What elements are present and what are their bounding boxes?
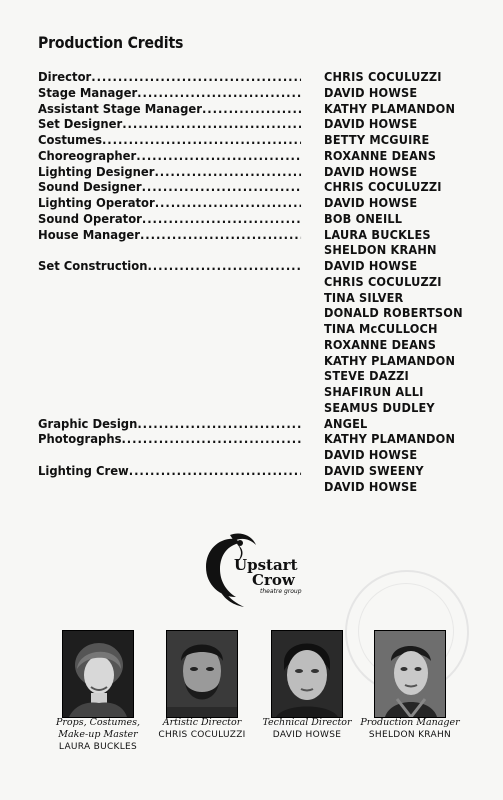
credit-name: DAVID HOWSE (324, 116, 418, 132)
staff-caption (46, 717, 150, 753)
dot-leader (121, 431, 301, 447)
portrait-photo (63, 631, 133, 717)
credit-row (38, 274, 468, 290)
credit-role (38, 258, 301, 274)
credit-name: ROXANNE DEANS (324, 336, 437, 352)
credit-row (38, 321, 468, 337)
credit-name: LAURA BUCKLES (324, 226, 431, 242)
credit-role-label: Director (38, 69, 92, 84)
credit-role (38, 132, 301, 148)
credit-name: BOB ONEILL (324, 210, 403, 226)
dot-leader (91, 69, 301, 85)
credit-row (38, 416, 468, 432)
credit-name: KATHY PLAMANDON (324, 352, 456, 368)
logo-tagline: theatre group (260, 588, 302, 595)
logo-word-1: Upstart (234, 556, 298, 574)
credit-role-label: Assistant Stage Manager (38, 100, 202, 116)
credit-row (38, 431, 468, 447)
credit-role (38, 431, 301, 447)
credit-name: SEAMUS DUDLEY (324, 399, 435, 415)
credit-role-label: Graphic Design (38, 415, 138, 431)
credit-row (38, 227, 468, 243)
credit-role (38, 195, 301, 211)
credit-name: DAVID HOWSE (324, 258, 418, 273)
credit-role-label: Photographs (38, 431, 122, 447)
staff-photo-chris-coculuzzi (166, 630, 238, 718)
credit-row (38, 290, 468, 306)
staff-photo-laura-buckles (62, 630, 134, 718)
dot-leader (102, 132, 301, 148)
credit-name: TINA McCULLOCH (324, 321, 438, 336)
credit-name: SHELDON KRAHN (324, 242, 437, 258)
staff-title-line: Production Manager (360, 717, 460, 728)
credit-name: SHAFIRUN ALLI (324, 384, 424, 399)
dot-leader (122, 116, 301, 132)
portrait-photo (167, 631, 237, 717)
credit-row (38, 258, 468, 274)
credit-role-label: Lighting Designer (38, 163, 155, 179)
credit-name: CHRIS COCULUZZI (324, 69, 442, 84)
credit-role-label: Costumes (38, 132, 102, 147)
credit-role-label: Sound Operator (38, 210, 142, 226)
credit-role (38, 416, 301, 432)
staff-title-line: Artistic Director (162, 717, 242, 728)
page-title: Production Credits (38, 33, 184, 52)
credit-role-label: Set Construction (38, 258, 148, 273)
credit-row (38, 69, 468, 85)
staff-name: LAURA BUCKLES (58, 742, 138, 752)
credit-row (38, 132, 468, 148)
staff-name: SHELDON KRAHN (368, 730, 452, 740)
staff-name: DAVID HOWSE (272, 730, 342, 740)
dot-leader (137, 416, 301, 432)
credit-row (38, 368, 468, 384)
staff-photo-sheldon-krahn (374, 630, 446, 718)
credit-role (38, 116, 301, 132)
credit-role (38, 85, 301, 101)
credit-role-label: House Manager (38, 226, 140, 242)
credit-name: DAVID SWEENY (324, 462, 424, 478)
logo-wordmark (230, 558, 302, 595)
credit-name: STEVE DAZZI (324, 368, 409, 384)
credit-row (38, 195, 468, 211)
credit-name: DONALD ROBERTSON (324, 305, 463, 321)
credit-name: CHRIS COCULUZZI (324, 179, 442, 195)
credit-row (38, 447, 468, 463)
credit-name: CHRIS COCULUZZI (324, 273, 442, 289)
credit-row (38, 164, 468, 180)
credit-row (38, 384, 468, 400)
credits-list (38, 69, 468, 494)
credit-name: TINA SILVER (324, 289, 404, 305)
staff-title-line: Make-up Master (58, 729, 138, 740)
staff-title-line: Technical Director (262, 717, 352, 728)
dot-leader (129, 463, 301, 479)
credit-name: DAVID HOWSE (324, 163, 418, 179)
staff-title-line: Props, Costumes, (56, 717, 140, 728)
dot-leader (142, 179, 302, 195)
credit-row (38, 211, 468, 227)
credit-row (38, 85, 468, 101)
dot-leader (140, 227, 301, 243)
portrait-photo (375, 631, 445, 717)
credit-row (38, 353, 468, 369)
credit-name: DAVID HOWSE (324, 84, 418, 100)
dot-leader (137, 85, 301, 101)
credit-name: KATHY PLAMANDON (324, 100, 456, 116)
credit-role (38, 164, 301, 180)
credit-role-label: Choreographer (38, 147, 137, 163)
staff-caption (356, 717, 464, 741)
dot-leader (142, 211, 301, 227)
dot-leader (147, 258, 301, 274)
credit-row (38, 305, 468, 321)
credit-name: BETTY MCGUIRE (324, 132, 430, 147)
credit-role (38, 148, 301, 164)
credit-name: DAVID HOWSE (324, 478, 418, 494)
staff-caption (256, 717, 358, 741)
credit-row (38, 400, 468, 416)
credit-role (38, 101, 301, 117)
credit-row (38, 179, 468, 195)
staff-photo-david-howse (271, 630, 343, 718)
credit-name: ANGEL (324, 415, 368, 431)
credit-name: DAVID HOWSE (324, 447, 418, 462)
staff-caption (152, 717, 252, 741)
portrait-photo (272, 631, 342, 717)
credit-row (38, 479, 468, 495)
dot-leader (136, 148, 301, 164)
credit-row (38, 116, 468, 132)
credit-row (38, 148, 468, 164)
credit-name: KATHY PLAMANDON (324, 431, 456, 447)
credit-row (38, 337, 468, 353)
credit-role (38, 227, 301, 243)
dot-leader (154, 164, 301, 180)
credit-row (38, 242, 468, 258)
credit-role (38, 179, 301, 195)
credit-role (38, 463, 301, 479)
credit-name: DAVID HOWSE (324, 195, 418, 210)
credit-role-label: Sound Designer (38, 179, 142, 195)
credit-role (38, 69, 301, 85)
dot-leader (155, 195, 301, 211)
credit-role (38, 211, 301, 227)
credit-name: ROXANNE DEANS (324, 147, 437, 163)
credit-row (38, 463, 468, 479)
dot-leader (202, 101, 301, 117)
staff-name: CHRIS COCULUZZI (158, 730, 246, 740)
logo-word-2: Crow (252, 571, 295, 589)
credit-row (38, 101, 468, 117)
credit-role-label: Lighting Operator (38, 195, 155, 210)
credit-role-label: Lighting Crew (38, 462, 129, 478)
credit-role-label: Stage Manager (38, 84, 138, 100)
credit-role-label: Set Designer (38, 116, 123, 132)
